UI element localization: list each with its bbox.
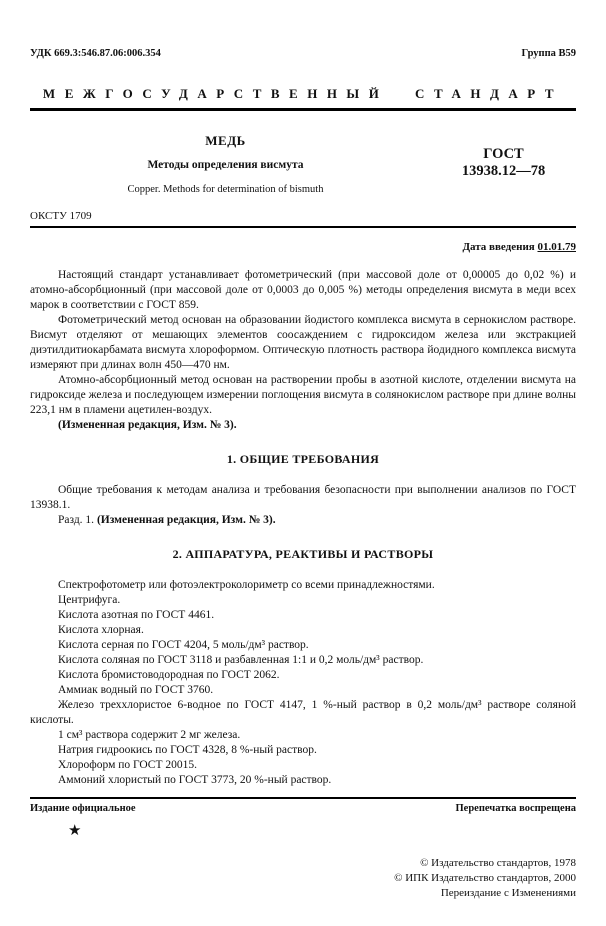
revision-prefix: Разд. 1. <box>58 514 97 526</box>
effective-date-value: 01.01.79 <box>537 241 576 253</box>
group-code: Группа В59 <box>521 48 576 59</box>
document-subtitle-en: Copper. Methods for determination of bismuth <box>127 184 324 195</box>
reagent-item: Спектрофотометр или фотоэлектроколориметр со всеми принадлежностями. <box>58 579 435 591</box>
amendment-note: (Измененная редакция, Изм. № 3). <box>58 419 237 431</box>
reagent-item: Аммиак водный по ГОСТ 3760. <box>58 684 214 696</box>
title-block <box>30 133 576 195</box>
gost-number: 13938.12—78 <box>461 163 546 179</box>
reagent-item: Кислота соляная по ГОСТ 3118 и разбавленная 1:1 и 0,2 моль/дм³ раствор. <box>58 654 424 666</box>
section-1-heading: 1. ОБЩИЕ ТРЕБОВАНИЯ <box>226 452 380 466</box>
standard-type-heading: МЕЖГОСУДАРСТВЕННЫЙ СТАНДАРТ <box>30 86 576 111</box>
reprint-notice: Перепечатка воспрещена <box>455 803 576 814</box>
revision-note: (Измененная редакция, Изм. № 3). <box>96 514 276 526</box>
intro-paragraph: Фотометрический метод основан на образовании йодистого комплекса висмута в сернокислом растворе. Висмут отделяют от мешающих элементов соосаждением с гидроксидом железа или экстракцией диэтилдитиокарбамата висмута хлороформом. Оптическую плотность раствора йодидного комплекса висмута измеряют при длинах волн 450—470 нм. <box>30 314 576 371</box>
intro-paragraph: Настоящий стандарт устанавливает фотометрический (при массовой доле от 0,00005 до 0,02 %) и атомно-абсорбционный (при массовой доле от 0,0003 до 0,005 %) методы определения висмута в меди всех марок в соответствии с ГОСТ 859. <box>30 269 576 311</box>
codes-row <box>30 48 576 60</box>
reagent-item: 1 см³ раствора содержит 2 мг железа. <box>58 729 241 741</box>
section-2-body <box>30 578 576 788</box>
copyright-line: © ИПК Издательство стандартов, 2000 <box>394 872 576 884</box>
gost-designation <box>431 146 576 195</box>
copyright-line: © Издательство стандартов, 1978 <box>420 857 576 869</box>
intro-section <box>30 268 576 433</box>
reagent-item: Аммоний хлористый по ГОСТ 3773, 20 %-ный раствор. <box>58 774 332 786</box>
title-left-column <box>30 133 431 195</box>
gost-label: ГОСТ <box>483 146 524 162</box>
udk-code: УДК 669.3:546.87.06:006.354 <box>30 48 161 59</box>
document-title: МЕДЬ <box>205 133 246 148</box>
copyright-line: Переиздание с Изменениями <box>440 887 576 899</box>
reagent-item: Кислота серная по ГОСТ 4204, 5 моль/дм³ раствор. <box>58 639 309 651</box>
okstu-code: ОКСТУ 1709 <box>30 210 92 222</box>
copyright-block <box>30 856 576 901</box>
reagent-item: Центрифуга. <box>58 594 121 606</box>
intro-paragraph: Атомно-абсорбционный метод основан на растворении пробы в азотной кислоте, отделении висмута на гидроксиде железа и последующем измерении поглощения висмута в солянокислом растворе при длине волны 223,1 нм в пламени ацетилен-воздух. <box>30 374 576 416</box>
official-edition-note: Издание официальное <box>30 803 136 814</box>
effective-date-row <box>30 241 576 253</box>
section-1-body <box>30 483 576 528</box>
effective-date-label: Дата введения <box>462 241 538 253</box>
document-subtitle: Методы определения висмута <box>147 159 304 171</box>
reagent-item: Железо треххлористое 6-водное по ГОСТ 4147, 1 %-ный раствор в 0,2 моль/дм³ растворе соляной кислоты. <box>30 699 576 726</box>
section-2-heading: 2. АППАРАТУРА, РЕАКТИВЫ И РАСТВОРЫ <box>172 547 434 561</box>
reagent-item: Кислота хлорная. <box>58 624 144 636</box>
footer-row <box>30 803 576 814</box>
reagent-item: Хлороформ по ГОСТ 20015. <box>58 759 198 771</box>
reagent-item: Кислота бромистоводородная по ГОСТ 2062. <box>58 669 280 681</box>
reagent-item: Кислота азотная по ГОСТ 4461. <box>58 609 215 621</box>
footer-rule <box>30 797 576 799</box>
header-rule <box>30 226 576 228</box>
reagent-item: Натрия гидроокись по ГОСТ 4328, 8 %-ный раствор. <box>58 744 317 756</box>
footnote-star-icon: ★ <box>68 823 82 839</box>
section-1-revision-line <box>30 513 576 528</box>
section-1-paragraph: Общие требования к методам анализа и требования безопасности при выполнении анализов по ГОСТ 13938.1. <box>30 484 576 511</box>
